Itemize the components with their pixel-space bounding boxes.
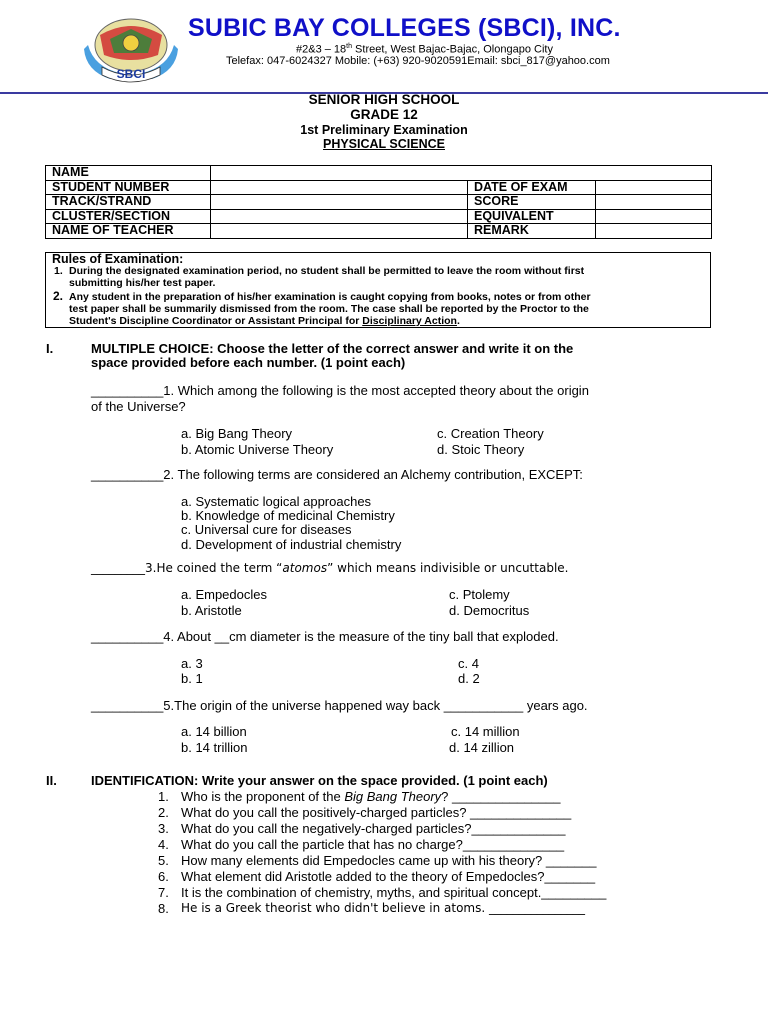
id-number-2: 2. [158, 805, 169, 820]
rule-1-number: 1. [54, 265, 63, 277]
q1-option-b: b. Atomic Universe Theory [181, 442, 334, 457]
question-1-line-2: of the Universe? [91, 399, 186, 414]
logo-text: SBCI [116, 67, 146, 81]
part-1-instruction-line-2: space provided before each number. (1 point each) [91, 355, 406, 370]
q1-option-c: c. Creation Theory [437, 426, 544, 441]
q3-option-d: d. Democritus [449, 603, 530, 618]
question-3: _________3.He coined the term “atomos” which means indivisible or uncuttable. [91, 561, 569, 575]
id-number-3: 3. [158, 821, 169, 836]
field-remark[interactable] [596, 224, 712, 239]
id-question-3: What do you call the negatively-charged particles?_____________ [181, 821, 566, 836]
q3-option-b: b. Aristotle [181, 603, 242, 618]
question-2: __________2. The following terms are considered an Alchemy contribution, EXCEPT: [91, 467, 583, 482]
id-number-8: 8. [158, 901, 169, 916]
question-4: __________4. About __cm diameter is the measure of the tiny ball that exploded. [91, 629, 559, 644]
q4-option-d: d. 2 [458, 671, 480, 686]
q2-option-c: c. Universal cure for diseases [181, 522, 352, 537]
rule-2-number: 2. [53, 289, 64, 303]
label-score: SCORE [468, 195, 596, 210]
id-question-4: What do you call the particle that has no charge?______________ [181, 837, 565, 852]
field-equivalent[interactable] [596, 209, 712, 224]
student-info-table [45, 165, 712, 239]
question-1-line-1: __________1. Which among the following is the most accepted theory about the origin [91, 383, 589, 398]
label-date-of-exam: DATE OF EXAM [468, 180, 596, 195]
part-2-number: II. [46, 773, 57, 788]
q4-option-c: c. 4 [458, 656, 479, 671]
id-number-5: 5. [158, 853, 169, 868]
grade-title: GRADE 12 [350, 107, 418, 122]
label-name-of-teacher: NAME OF TEACHER [46, 224, 211, 239]
q4-option-b: b. 1 [181, 671, 203, 686]
id-question-5: How many elements did Empedocles came up with his theory? _______ [181, 853, 597, 868]
rule-1-line-1: During the designated examination period, no student shall be permitted to leave the room without first [69, 265, 585, 277]
q4-option-a: a. 3 [181, 656, 203, 671]
rule-2-line-2: test paper shall be summarily dismissed from the room. The case shall be reported by the Proctor to the [69, 303, 589, 315]
school-logo [80, 15, 182, 83]
q1-option-d: d. Stoic Theory [437, 442, 525, 457]
label-track-strand: TRACK/STRAND [46, 195, 211, 210]
rules-title: Rules of Examination: [52, 252, 184, 266]
field-student-number[interactable] [211, 180, 468, 195]
field-date-of-exam[interactable] [596, 180, 712, 195]
part-1-instruction-line-1: MULTIPLE CHOICE: Choose the letter of the correct answer and write it on the [91, 341, 574, 356]
subject-title: PHYSICAL SCIENCE [322, 137, 445, 151]
id-question-8: He is a Greek theorist who didn't believe in atoms. ________________ [181, 901, 586, 915]
label-student-number: STUDENT NUMBER [46, 180, 211, 195]
q3-option-a: a. Empedocles [181, 587, 267, 602]
label-cluster-section: CLUSTER/SECTION [46, 209, 211, 224]
q5-option-d: d. 14 zillion [449, 740, 515, 755]
id-question-1: Who is the proponent of the Big Bang Theory? _______________ [181, 789, 561, 804]
exam-title: 1st Preliminary Examination [300, 123, 468, 137]
rule-1-line-2: submitting his/her test paper. [69, 277, 216, 289]
q5-option-c: c. 14 million [451, 724, 520, 739]
level-title: SENIOR HIGH SCHOOL [308, 92, 460, 107]
id-number-4: 4. [158, 837, 169, 852]
id-question-2: What do you call the positively-charged particles? ______________ [181, 805, 572, 820]
q2-option-d: d. Development of industrial chemistry [181, 537, 402, 552]
question-5: __________5.The origin of the universe happened way back ___________ years ago. [91, 698, 588, 713]
field-name[interactable] [211, 166, 712, 181]
rule-2-line-1: Any student in the preparation of his/her examination is caught copying from books, notes or from other [69, 291, 591, 303]
q1-option-a: a. Big Bang Theory [181, 426, 293, 441]
label-name: NAME [46, 166, 211, 181]
q2-option-b: b. Knowledge of medicinal Chemistry [181, 508, 395, 523]
label-equivalent: EQUIVALENT [468, 209, 596, 224]
field-cluster-section[interactable] [211, 209, 468, 224]
q5-option-a: a. 14 billion [181, 724, 247, 739]
school-contact: Telefax: 047-6024327 Mobile: (+63) 920-9020591Email: sbci_817@yahoo.com [226, 55, 610, 67]
field-name-of-teacher[interactable] [211, 224, 468, 239]
q2-option-a: a. Systematic logical approaches [181, 494, 372, 509]
id-question-6: What element did Aristotle added to the theory of Empedocles?_______ [181, 869, 596, 884]
q5-option-b: b. 14 trillion [181, 740, 248, 755]
id-number-7: 7. [158, 885, 169, 900]
part-1-number: I. [46, 341, 54, 356]
id-question-7: It is the combination of chemistry, myths, and spiritual concept._________ [181, 885, 607, 900]
rule-2-line-3: Student's Discipline Coordinator or Assistant Principal for Disciplinary Action. [69, 315, 460, 327]
id-number-6: 6. [158, 869, 169, 884]
school-name: SUBIC BAY COLLEGES (SBCI), INC. [188, 14, 621, 42]
q3-option-c: c. Ptolemy [449, 587, 510, 602]
label-remark: REMARK [468, 224, 596, 239]
school-address: #2&3 – 18th Street, West Bajac-Bajac, Olongapo City [296, 43, 553, 56]
field-score[interactable] [596, 195, 712, 210]
id-number-1: 1. [158, 789, 169, 804]
part-2-instruction: IDENTIFICATION: Write your answer on the space provided. (1 point each) [91, 773, 548, 788]
field-track-strand[interactable] [211, 195, 468, 210]
